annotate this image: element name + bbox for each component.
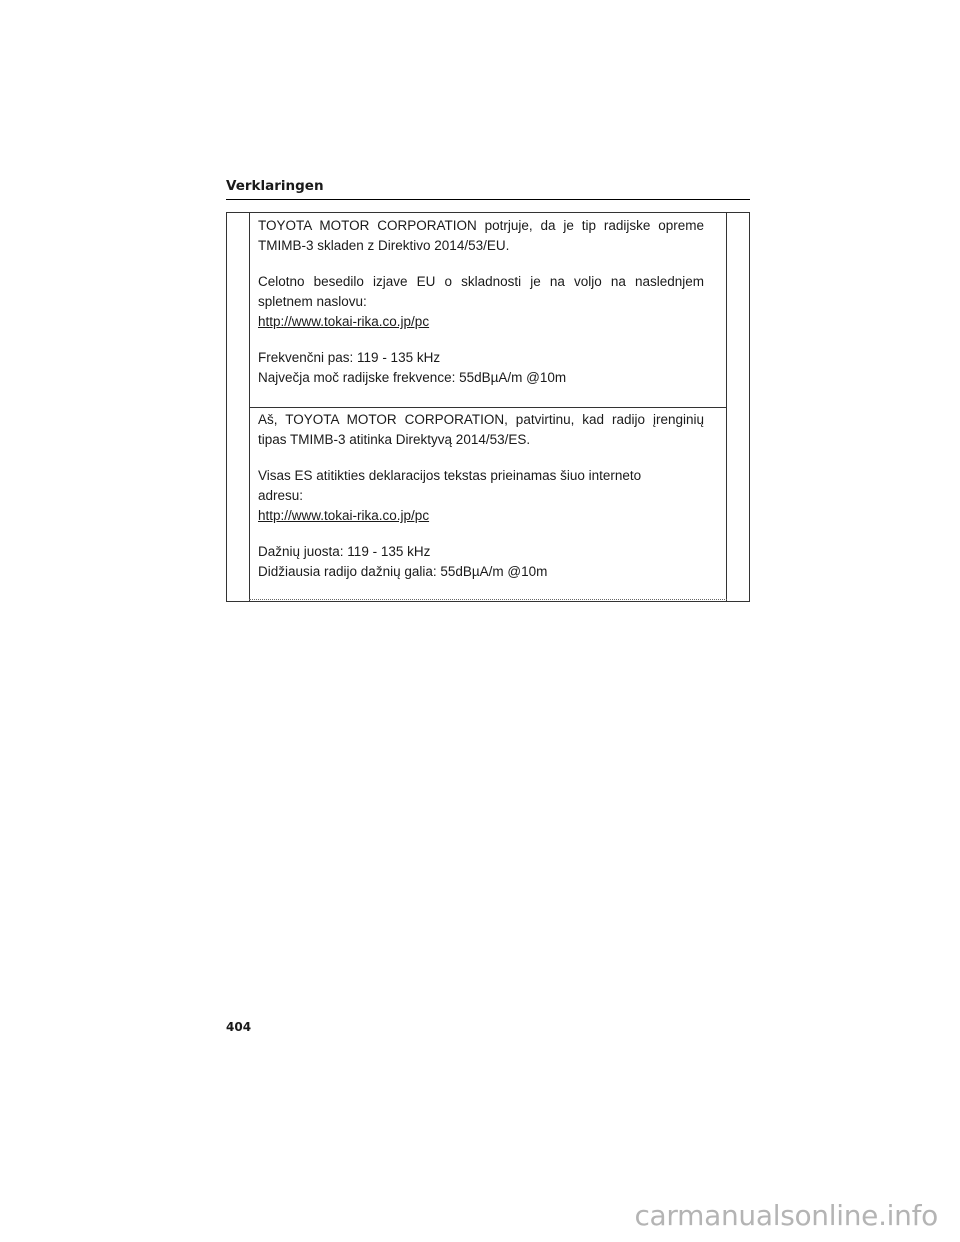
page-number: 404 [226,1020,252,1034]
declaration-slovenian-max-power: Največja moč radijske frekvence: 55dBµA/m @10m [258,370,567,385]
title-divider [226,199,750,200]
table-row-divider [249,407,727,408]
table-bottom-dotted-rule [249,599,727,600]
declaration-slovenian-frequency: Frekvenčni pas: 119 - 135 kHz [258,350,441,365]
declaration-slovenian-fulltext: Celotno besedilo izjave EU o skladnosti je na voljo na naslednjem spletnem naslovu: [258,274,704,309]
declaration-lithuanian-url-link[interactable]: http://www.tokai-rika.co.jp/pc [258,508,430,523]
declaration-lithuanian-max-power: Didžiausia radijo dažnių galia: 55dBµA/m @10m [258,564,548,579]
declaration-lithuanian-frequency: Dažnių juosta: 119 - 135 kHz [258,544,431,559]
declaration-lithuanian-intro: Aš, TOYOTA MOTOR CORPORATION, patvirtinu, kad radijo įrenginių tipas TMIMB-3 atitinka Direktyvą 2014/53/ES. [258,412,704,447]
declaration-slovenian-url-row [258,312,704,332]
declaration-table [226,212,750,602]
declaration-slovenian-url-link[interactable]: http://www.tokai-rika.co.jp/pc [258,314,430,329]
declaration-lithuanian-fulltext-line-2: adresu: [258,488,304,503]
declaration-lithuanian-url-row [258,506,704,526]
section-title: Verklaringen [226,178,324,194]
declaration-lithuanian-fulltext-line-1: Visas ES atitikties deklaracijos tekstas prieinamas šiuo interneto [258,468,642,483]
declaration-slovenian-intro: TOYOTA MOTOR CORPORATION potrjuje, da je tip radijske opreme TMIMB-3 skladen z Direktivo 2014/53/EU. [258,218,704,253]
site-watermark: carmanualsonline.info [634,1199,938,1232]
declaration-lithuanian [258,410,704,582]
declaration-lithuanian-fulltext [258,466,704,506]
declaration-slovenian [258,216,704,388]
